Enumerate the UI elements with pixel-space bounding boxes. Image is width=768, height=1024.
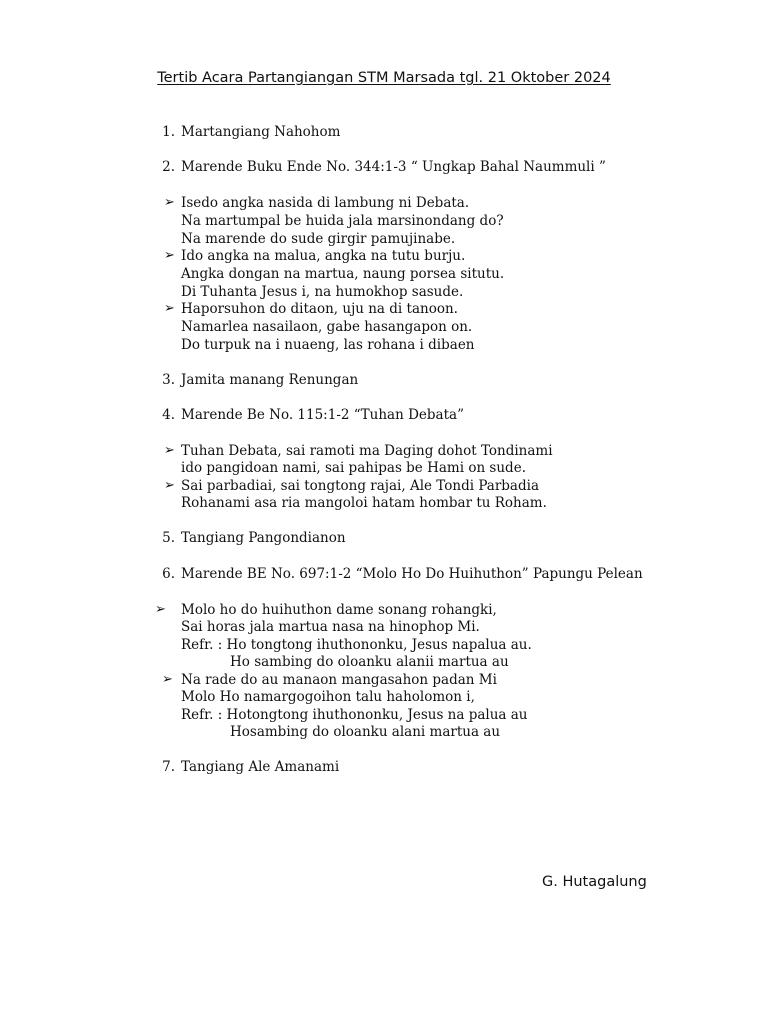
verse-line: Sai horas jala martua nasa na hinophop Mi. bbox=[181, 619, 480, 635]
agenda-item: Marende Buku Ende No. 344:1-3 “ Ungkap Bahal Naummuli ” bbox=[181, 159, 606, 175]
verse-line: ido pangidoan nami, sai pahipas be Hami on sude. bbox=[181, 460, 526, 476]
verse-line: Do turpuk na i nuaeng, las rohana i dibaen bbox=[181, 337, 475, 353]
verse-line: Rohanami asa ria mangoloi hatam hombar tu Roham. bbox=[181, 495, 547, 511]
verse-line: Di Tuhanta Jesus i, na humokhop sasude. bbox=[181, 284, 464, 300]
agenda-item: Tangiang Pangondianon bbox=[181, 530, 346, 546]
item-number: 2. bbox=[162, 159, 175, 175]
verse-line: Sai parbadiai, sai tongtong rajai, Ale Tondi Parbadia bbox=[181, 478, 539, 494]
bullet-arrow-icon: ➢ bbox=[164, 443, 175, 458]
refrain-line: Refr. : Hotongtong ihuthononku, Jesus na palua au bbox=[181, 707, 528, 723]
verse-line: Ido angka na malua, angka na tutu burju. bbox=[181, 248, 466, 264]
bullet-arrow-icon: ➢ bbox=[164, 195, 175, 210]
bullet-arrow-icon: ➢ bbox=[155, 602, 166, 617]
item-number: 4. bbox=[162, 407, 175, 423]
agenda-item: Martangiang Nahohom bbox=[181, 124, 341, 140]
item-number: 3. bbox=[162, 372, 175, 388]
verse-line: Tuhan Debata, sai ramoti ma Daging dohot Tondinami bbox=[181, 443, 553, 459]
verse-line: Isedo angka nasida di lambung ni Debata. bbox=[181, 195, 470, 211]
bullet-arrow-icon: ➢ bbox=[164, 248, 175, 263]
verse-line: Na marende do sude girgir pamujinabe. bbox=[181, 231, 456, 247]
verse-line: Namarlea nasailaon, gabe hasangapon on. bbox=[181, 319, 473, 335]
agenda-item: Marende BE No. 697:1-2 “Molo Ho Do Huihuthon” Papungu Pelean bbox=[181, 566, 643, 582]
agenda-item: Tangiang Ale Amanami bbox=[181, 759, 340, 775]
item-number: 1. bbox=[162, 124, 175, 140]
refrain-line: Hosambing do oloanku alani martua au bbox=[230, 724, 501, 740]
bullet-arrow-icon: ➢ bbox=[162, 672, 173, 687]
item-number: 6. bbox=[162, 566, 175, 582]
bullet-arrow-icon: ➢ bbox=[164, 478, 175, 493]
signature-name: G. Hutagalung bbox=[542, 874, 647, 890]
verse-line: Molo ho do huihuthon dame sonang rohangki, bbox=[181, 602, 497, 618]
refrain-line: Refr. : Ho tongtong ihuthononku, Jesus napalua au. bbox=[181, 637, 532, 653]
refrain-line: Ho sambing do oloanku alanii martua au bbox=[230, 654, 509, 670]
agenda-item: Jamita manang Renungan bbox=[181, 372, 359, 388]
verse-line: Na rade do au manaon mangasahon padan Mi bbox=[181, 672, 497, 688]
item-number: 5. bbox=[162, 530, 175, 546]
verse-line: Molo Ho namargogoihon talu haholomon i, bbox=[181, 689, 475, 705]
item-number: 7. bbox=[162, 759, 175, 775]
agenda-item: Marende Be No. 115:1-2 “Tuhan Debata” bbox=[181, 407, 464, 423]
verse-line: Haporsuhon do ditaon, uju na di tanoon. bbox=[181, 301, 458, 317]
document-title: Tertib Acara Partangiangan STM Marsada tgl. 21 Oktober 2024 bbox=[157, 70, 611, 86]
bullet-arrow-icon: ➢ bbox=[164, 301, 175, 316]
verse-line: Angka dongan na martua, naung porsea situtu. bbox=[181, 266, 505, 282]
verse-line: Na martumpal be huida jala marsinondang do? bbox=[181, 213, 504, 229]
